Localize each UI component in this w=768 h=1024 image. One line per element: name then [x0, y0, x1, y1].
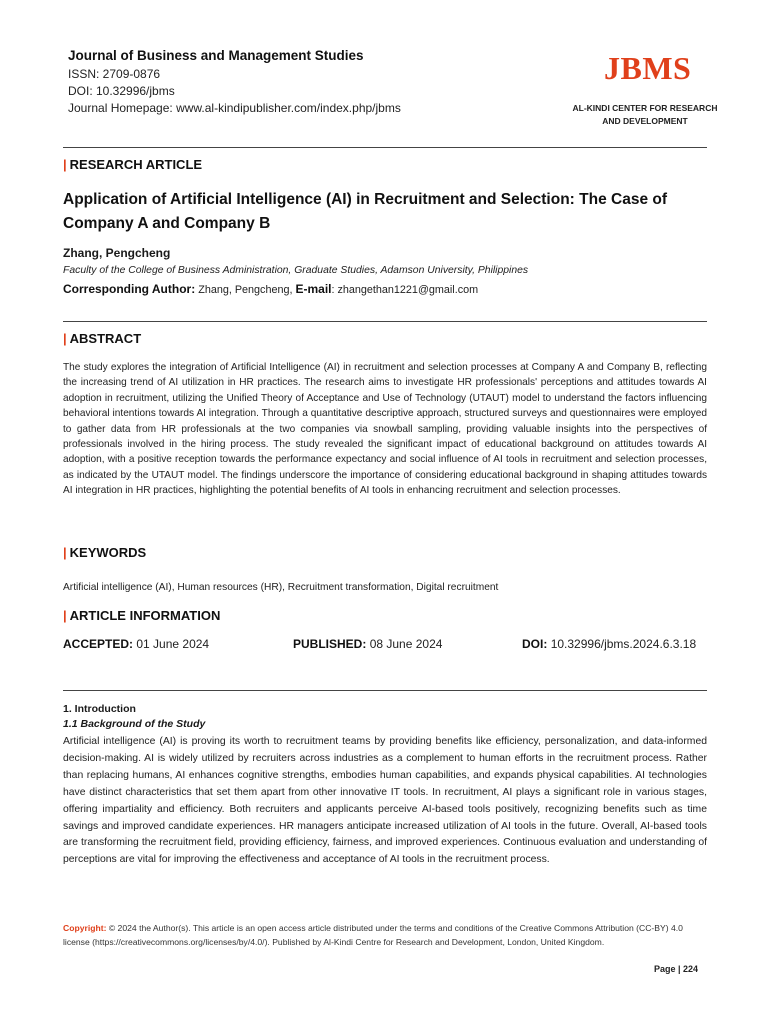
article-type — [63, 157, 202, 172]
copyright-text: © 2024 the Author(s). This article is an open access article distributed under the terms and conditions of the Creative Commons Attribution (CC-BY) 4.0 license (https://creativecommons.org/licenses/by/4.0/). Published by Al-Kindi Centre for Research and Development, London, United Kingdom. — [63, 923, 683, 947]
copyright-notice — [63, 922, 693, 950]
published-label: PUBLISHED: — [293, 637, 367, 651]
abstract-heading-label: ABSTRACT — [69, 331, 142, 346]
abstract-divider — [63, 321, 707, 322]
author-affiliation: Faculty of the College of Business Administration, Graduate Studies, Adamson University, Philippines — [63, 265, 529, 276]
journal-issn: ISSN: 2709-0876 — [68, 67, 161, 81]
keywords-heading — [63, 545, 146, 560]
publisher-line-2: AND DEVELOPMENT — [602, 116, 688, 126]
accepted-label: ACCEPTED: — [63, 637, 134, 651]
subsection-heading-background: 1.1 Background of the Study — [63, 718, 206, 730]
section-marker: | — [63, 608, 67, 623]
doi-label: DOI: — [522, 637, 548, 651]
introduction-text: Artificial intelligence (AI) is proving its worth to recruitment teams by providing benefits like efficiency, personalization, and data-informed decision-making. AI is widely utilized by recruiters across industries as a complement to human efforts in the recruitment process. Rather than replacing humans, AI enhances cognitive strengths, embodies human capabilities, and expands physical capabilities. AI technologies have distinct characteristics that set them apart from other innovative IT tools. In recruitment, AI plays a significant role in various stages, offering impartiality and efficiency. Both recruiters and applicants perceive AI-based tools positively, recognizing benefits such as time savings and improved candidate experiences. HR managers anticipate increased utilization of AI tools in the future. Overall, AI-based tools are transforming the recruitment field, providing efficiency, fairness, and improved experiences. Continuous evaluation and understanding of perceptions are vital for improving the effectiveness and acceptance of AI tools in the recruitment process. — [63, 736, 707, 866]
section-marker: | — [63, 331, 67, 346]
email-label: E-mail — [295, 282, 332, 296]
corresponding-label: Corresponding Author: — [63, 282, 196, 296]
keywords-text: Artificial intelligence (AI), Human resources (HR), Recruitment transformation, Digital recruitment — [63, 582, 499, 593]
page-number: Page | 224 — [654, 964, 699, 974]
journal-doi: DOI: 10.32996/jbms — [68, 84, 175, 98]
copyright-label: Copyright: — [63, 923, 107, 933]
section-marker: | — [63, 545, 67, 560]
accepted-value: 01 June 2024 — [136, 637, 210, 651]
journal-logo: JBMS — [604, 50, 692, 86]
published-value: 08 June 2024 — [369, 637, 443, 651]
article-type-label: RESEARCH ARTICLE — [69, 157, 203, 172]
accepted-date — [63, 637, 209, 651]
published-date — [293, 637, 442, 651]
corresponding-email[interactable]: : zhangethan1221@gmail.com — [331, 284, 479, 296]
info-divider — [63, 690, 707, 691]
journal-homepage[interactable]: Journal Homepage: www.al-kindipublisher.com/index.php/jbms — [68, 101, 401, 115]
article-info-heading — [63, 608, 220, 623]
article-title: Application of Artificial Intelligence (AI) in Recruitment and Selection: The Case of Company A and Company B — [63, 191, 668, 232]
author-name: Zhang, Pengcheng — [63, 246, 171, 260]
header-divider — [63, 147, 707, 148]
abstract-heading — [63, 331, 141, 346]
section-heading-introduction: 1. Introduction — [63, 703, 136, 715]
article-doi — [522, 637, 696, 651]
doi-value[interactable]: 10.32996/jbms.2024.6.3.18 — [550, 637, 697, 651]
corresponding-author — [63, 282, 478, 296]
article-info-heading-label: ARTICLE INFORMATION — [69, 608, 221, 623]
publisher-line-1: AL-KINDI CENTER FOR RESEARCH — [572, 103, 718, 113]
abstract-text: The study explores the integration of Artificial Intelligence (AI) in recruitment and selection processes at Company A and Company B, reflecting the increasing trend of AI utilization in HR practices. The research aims to investigate HR professionals' perceptions and attitudes towards AI adoption in recruitment, utilizing the Unified Theory of Acceptance and Use of Technology (UTAUT) model to understand the factors influencing behavioral intentions towards AI integration. Through a quantitative descriptive approach, structured surveys and questionnaires were employed to gather data from HR professionals at the two companies via snowball sampling, providing valuable insights into the perspectives of professionals involved in the hiring process. The study revealed the significant impact of educational background on attitudes towards AI adoption, with a positive reception towards the performance expectancy and social influence of AI tools in recruitment and selection processes, as indicated by the UTAUT model. The findings underscore the importance of considering educational background in shaping attitudes towards AI integration in HR practices, highlighting the potential benefits of AI tools in enhancing recruitment and selection processes. — [63, 362, 707, 497]
section-marker: | — [63, 157, 67, 172]
journal-name: Journal of Business and Management Studies — [68, 48, 364, 63]
keywords-heading-label: KEYWORDS — [69, 545, 147, 560]
corresponding-name: Zhang, Pengcheng, — [198, 284, 293, 296]
